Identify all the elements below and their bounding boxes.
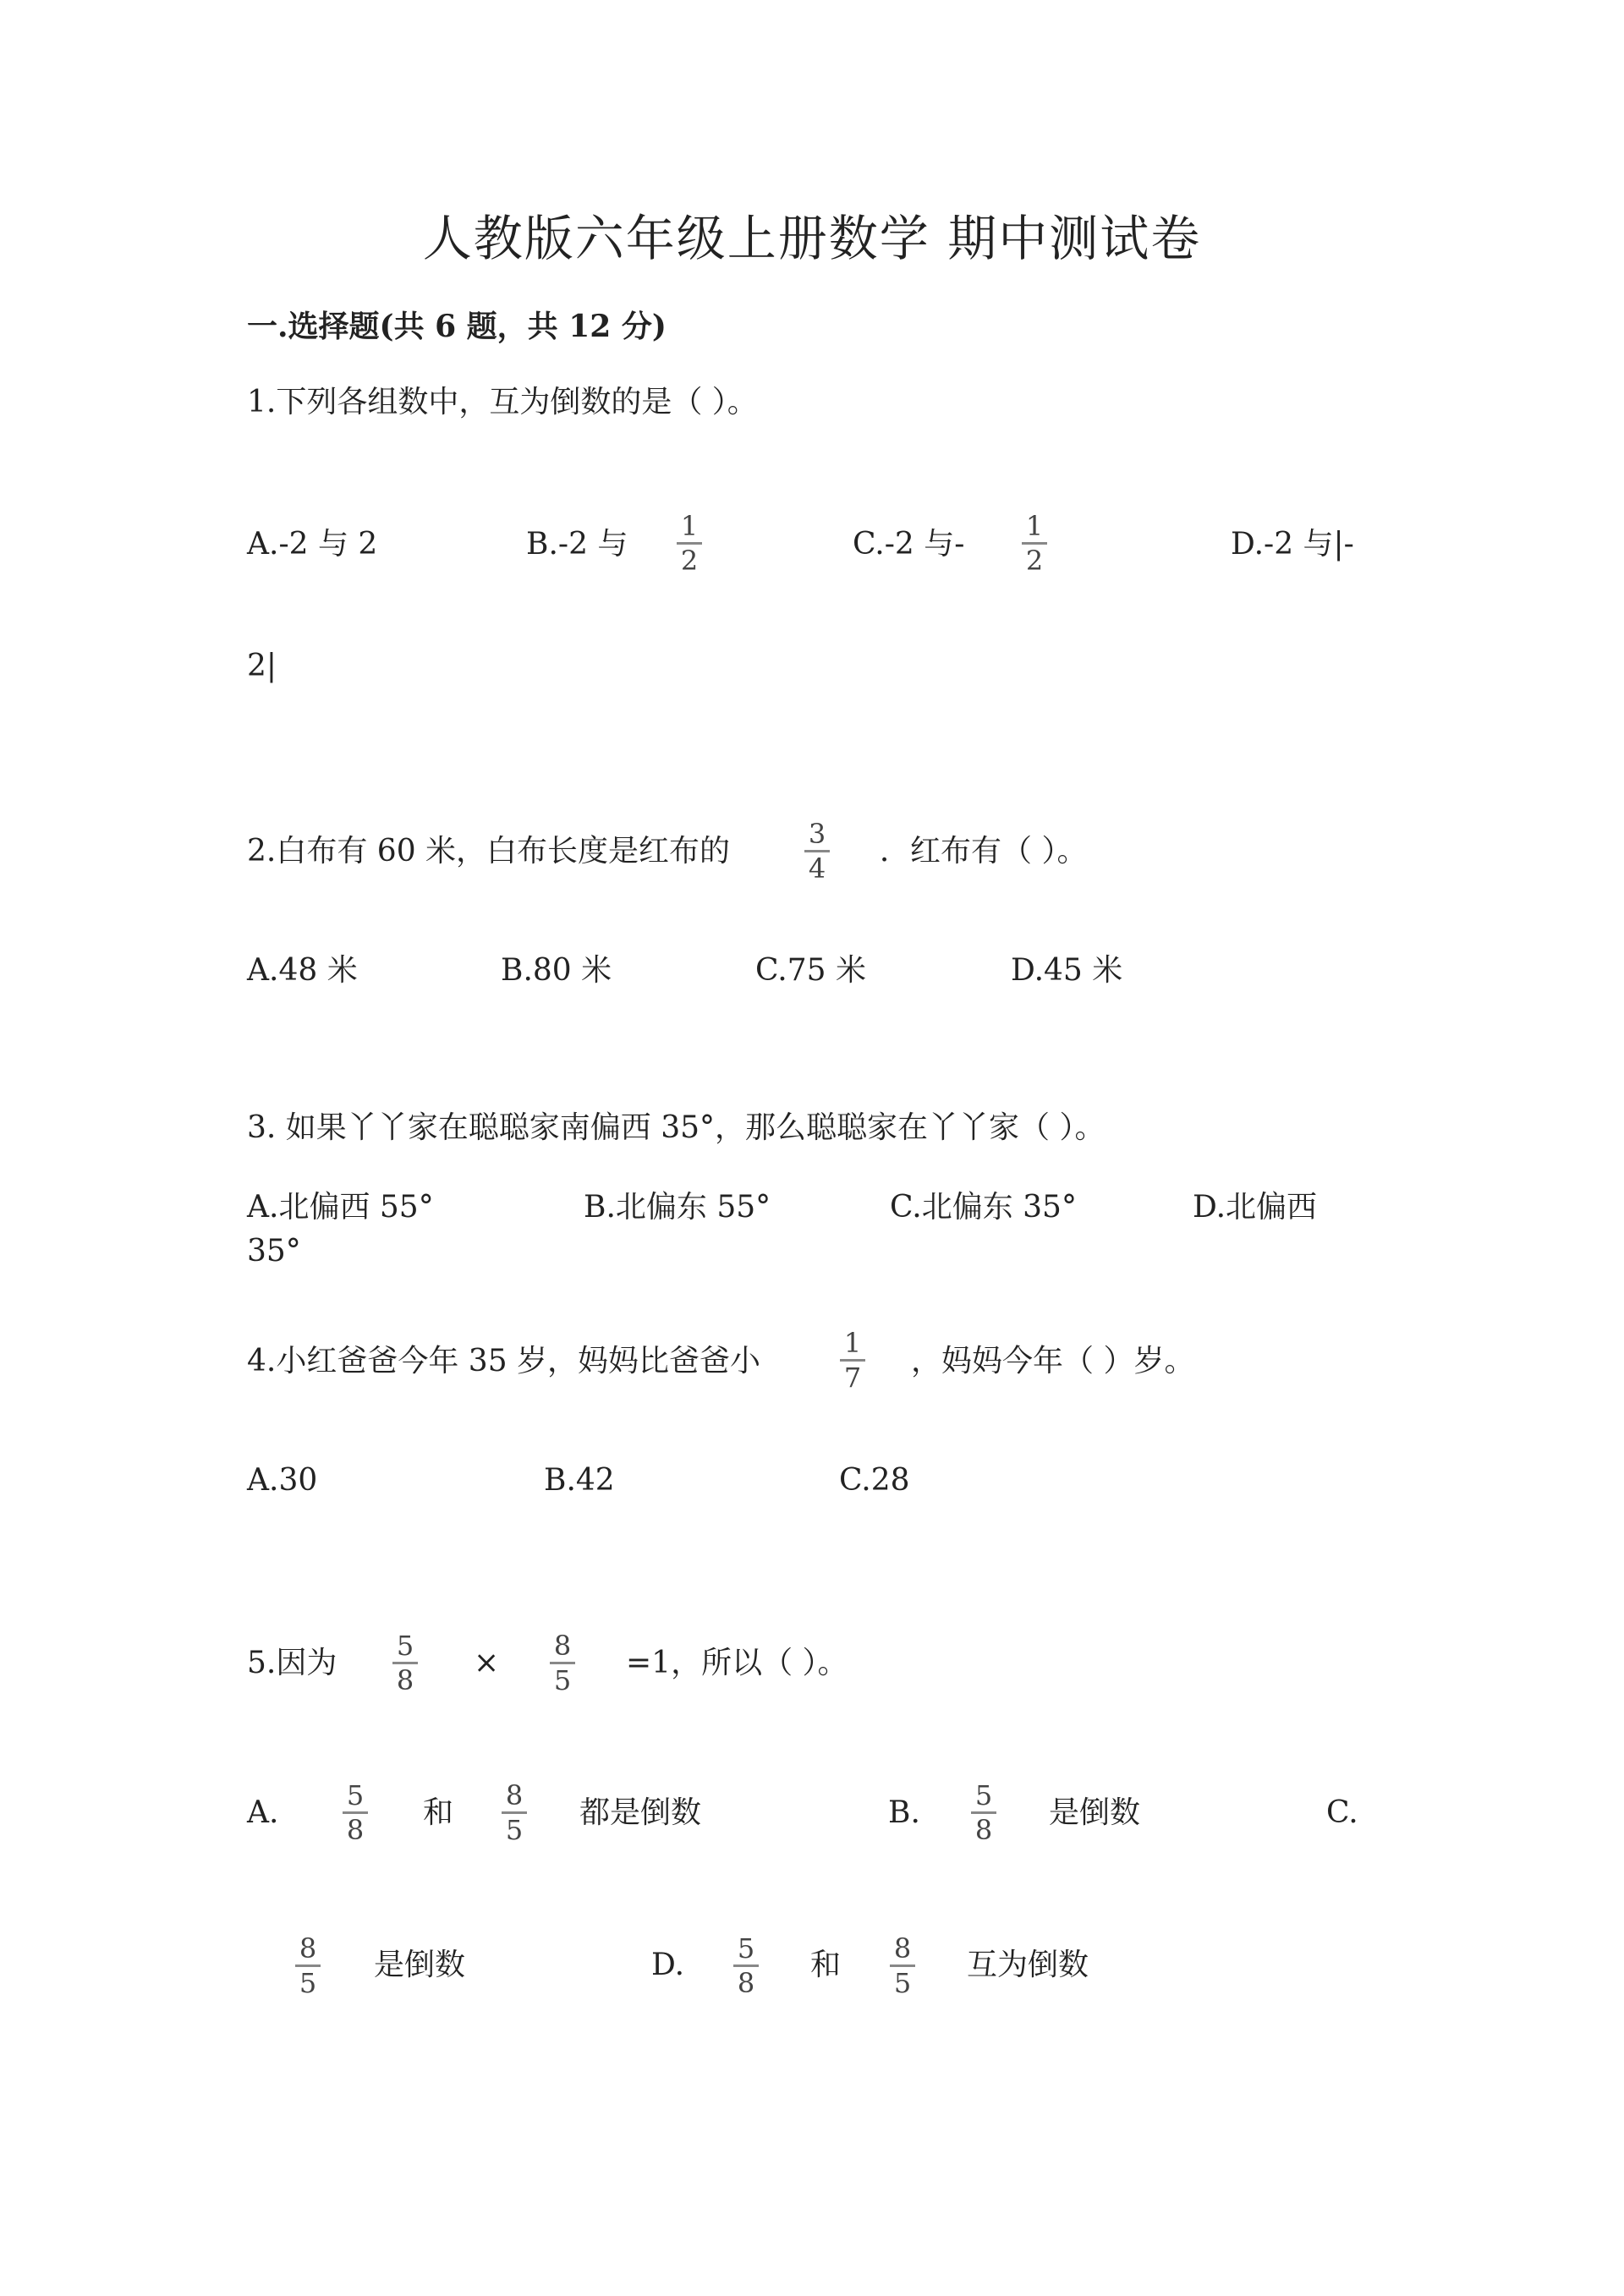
q4-option-c: C.28 xyxy=(839,1463,910,1498)
q5-a-fraction-1: 5 8 xyxy=(343,1782,368,1844)
q2-option-a: A.48 米 xyxy=(247,953,358,988)
q5-b-fraction: 5 8 xyxy=(971,1782,996,1844)
question-2-stem: 2.白布有 60 米，白布长度是红布的 xyxy=(247,834,731,869)
q5-d-fraction-2: 8 5 xyxy=(890,1935,915,1997)
q1-option-d-continued: 2| xyxy=(247,649,277,683)
q5-stem-fraction-2: 8 5 xyxy=(550,1632,575,1694)
question-3-stem: 3. 如果丫丫家在聪聪家南偏西 35°，那么聪聪家在丫丫家（ ）。 xyxy=(247,1110,1106,1145)
q1-c-fraction: 1 2 xyxy=(1022,512,1047,574)
q2-option-b: B.80 米 xyxy=(501,953,612,988)
q4-option-a: A.30 xyxy=(247,1463,318,1498)
q1-b-fraction: 1 2 xyxy=(677,512,702,574)
question-2-stem-end: ．红布有（ ）。 xyxy=(880,834,1088,869)
q4-option-b: B.42 xyxy=(544,1463,615,1498)
question-5-stem-end: =1，所以（ ）。 xyxy=(626,1646,848,1680)
q5-c-fraction: 8 5 xyxy=(295,1935,321,1997)
q5-stem-fraction-1: 5 8 xyxy=(392,1632,418,1694)
q5-times-sign: × xyxy=(474,1646,500,1680)
q5-option-d-label: D. xyxy=(651,1948,685,1982)
q2-option-c: C.75 米 xyxy=(755,953,866,988)
q5-option-d-and: 和 xyxy=(810,1948,842,1982)
q1-option-c: C.-2 与- xyxy=(853,527,965,562)
q3-option-d: D.北偏西 xyxy=(1193,1190,1318,1225)
q5-d-fraction-1: 5 8 xyxy=(733,1935,759,1997)
q5-option-a-and: 和 xyxy=(423,1795,454,1830)
q5-option-b-label: B. xyxy=(888,1795,920,1830)
question-4-stem-end: ，妈妈今年（ ）岁。 xyxy=(911,1344,1195,1378)
q5-option-c-text: 是倒数 xyxy=(374,1948,466,1982)
q2-fraction: 3 4 xyxy=(804,820,830,882)
q5-option-a-text: 都是倒数 xyxy=(579,1795,702,1830)
page-title: 人教版六年级上册数学 期中测试卷 xyxy=(422,210,1202,267)
section-heading: 一.选择题(共 6 题，共 12 分) xyxy=(247,309,667,344)
question-4-stem: 4.小红爸爸今年 35 岁，妈妈比爸爸小 xyxy=(247,1344,761,1378)
q5-option-d-text: 互为倒数 xyxy=(967,1948,1089,1982)
q3-option-d-continued: 35° xyxy=(247,1234,301,1269)
q1-option-b: B.-2 与 xyxy=(526,527,628,562)
question-1-stem: 1.下列各组数中，互为倒数的是（ ）。 xyxy=(247,385,758,419)
q3-option-a: A.北偏西 55° xyxy=(247,1190,434,1225)
q5-option-c-label: C. xyxy=(1326,1795,1358,1830)
q1-option-a: A.-2 与 2 xyxy=(247,527,378,562)
q3-option-b: B.北偏东 55° xyxy=(584,1190,771,1225)
q1-option-d: D.-2 与|- xyxy=(1231,527,1354,562)
q4-fraction: 1 7 xyxy=(840,1329,865,1391)
q5-a-fraction-2: 8 5 xyxy=(502,1782,527,1844)
q5-option-a-label: A. xyxy=(247,1795,279,1830)
question-5-stem: 5.因为 xyxy=(247,1646,337,1680)
q3-option-c: C.北偏东 35° xyxy=(890,1190,1077,1225)
q5-option-b-text: 是倒数 xyxy=(1049,1795,1141,1830)
q2-option-d: D.45 米 xyxy=(1011,953,1123,988)
